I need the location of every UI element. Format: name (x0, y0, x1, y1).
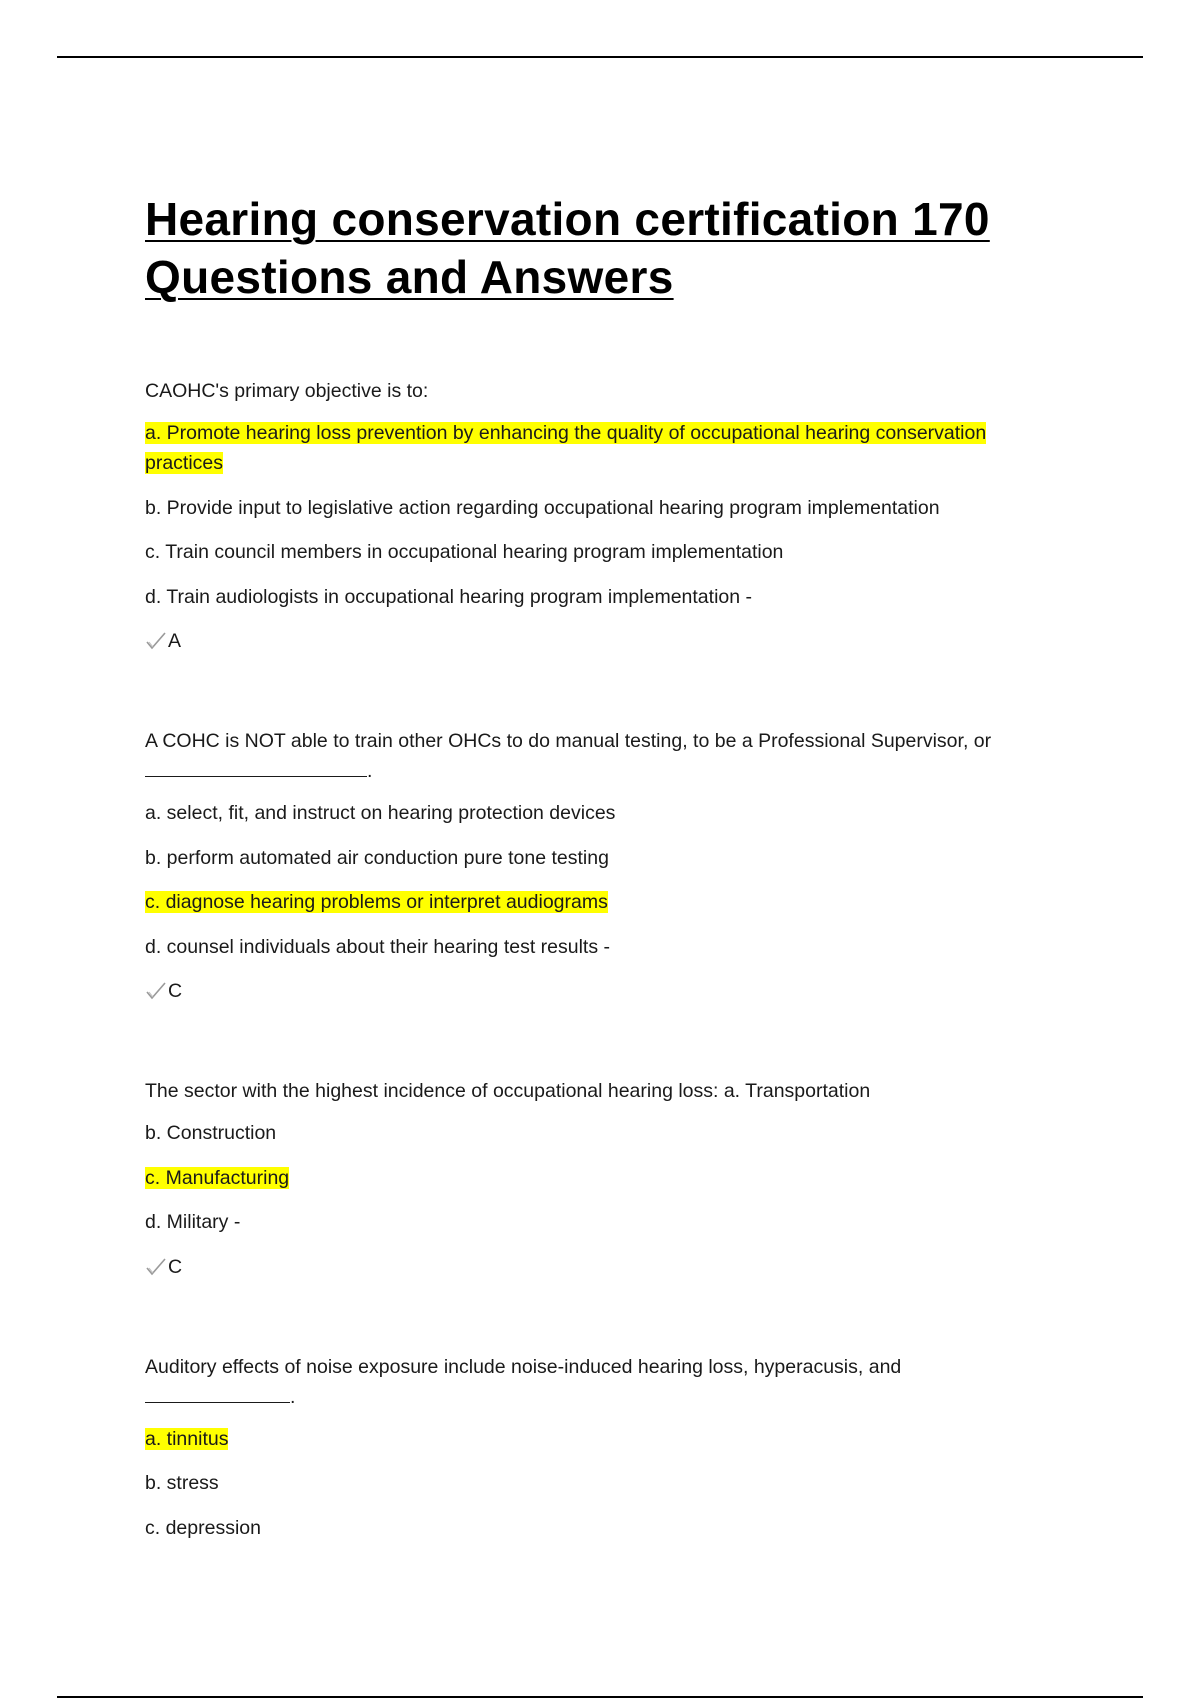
answer-letter: C (168, 980, 183, 1002)
question-stem: CAOHC's primary objective is to: (145, 380, 429, 402)
question-2 (145, 726, 1065, 1006)
option-a: a. select, fit, and instruct on hearing protection devices (145, 802, 616, 824)
question-3 (145, 1076, 1065, 1282)
answer-key (145, 976, 1065, 1006)
top-rule (57, 56, 1143, 58)
question-stem (145, 726, 1065, 786)
highlighted-correct-option: a. tinnitus (145, 1427, 229, 1450)
option-d: d. Military - (145, 1211, 241, 1233)
option-c: c. Train council members in occupational hearing program implementation (145, 541, 784, 563)
highlighted-correct-option: c. diagnose hearing problems or interpret audiograms (145, 891, 608, 913)
question-stem-text: Auditory effects of noise exposure include noise-induced hearing loss, hyperacusis, and (145, 1355, 902, 1378)
answer-key (145, 1252, 1065, 1282)
blank-suffix: . (290, 1385, 296, 1408)
question-stem (145, 1352, 1065, 1412)
option-b: b. perform automated air conduction pure tone testing (145, 846, 609, 869)
fill-in-blank (145, 758, 367, 777)
checkmark-icon (145, 630, 167, 652)
option-d: d. Train audiologists in occupational hearing program implementation - (145, 585, 753, 608)
answer-letter: C (168, 1255, 183, 1278)
highlighted-correct-option: c. Manufacturing (145, 1166, 290, 1189)
title-line-2: Questions and Answers (145, 251, 674, 303)
option-b: b. Provide input to legislative action regarding occupational hearing program implementation (145, 496, 940, 519)
option-c (145, 1163, 1065, 1193)
question-list (145, 376, 1065, 1543)
blank-suffix: . (367, 760, 373, 782)
checkmark-icon (145, 980, 167, 1002)
question-4 (145, 1352, 1065, 1543)
option-c: c. depression (145, 1516, 261, 1539)
question-1 (145, 376, 1065, 656)
document-body (145, 190, 1065, 1613)
title-line-1: Hearing conservation certification 170 (145, 193, 990, 245)
bottom-rule (57, 1696, 1143, 1698)
highlighted-correct-option: a. Promote hearing loss prevention by enhancing the quality of occupational hearing conservation practices (145, 422, 987, 474)
option-b: b. Construction (145, 1122, 277, 1144)
checkmark-icon (145, 1256, 167, 1278)
fill-in-blank (145, 1384, 290, 1403)
answer-letter: A (168, 630, 182, 652)
question-stem-text: A COHC is NOT able to train other OHCs to do manual testing, to be a Professional Supervisor, or (145, 730, 992, 752)
option-b: b. stress (145, 1472, 219, 1494)
option-d: d. counsel individuals about their hearing test results - (145, 935, 611, 958)
option-a (145, 1424, 1065, 1454)
option-c (145, 887, 1065, 917)
answer-key (145, 626, 1065, 656)
document-title (145, 190, 1065, 306)
option-a (145, 418, 1065, 478)
question-stem: The sector with the highest incidence of occupational hearing loss: a. Transportation (145, 1080, 871, 1102)
